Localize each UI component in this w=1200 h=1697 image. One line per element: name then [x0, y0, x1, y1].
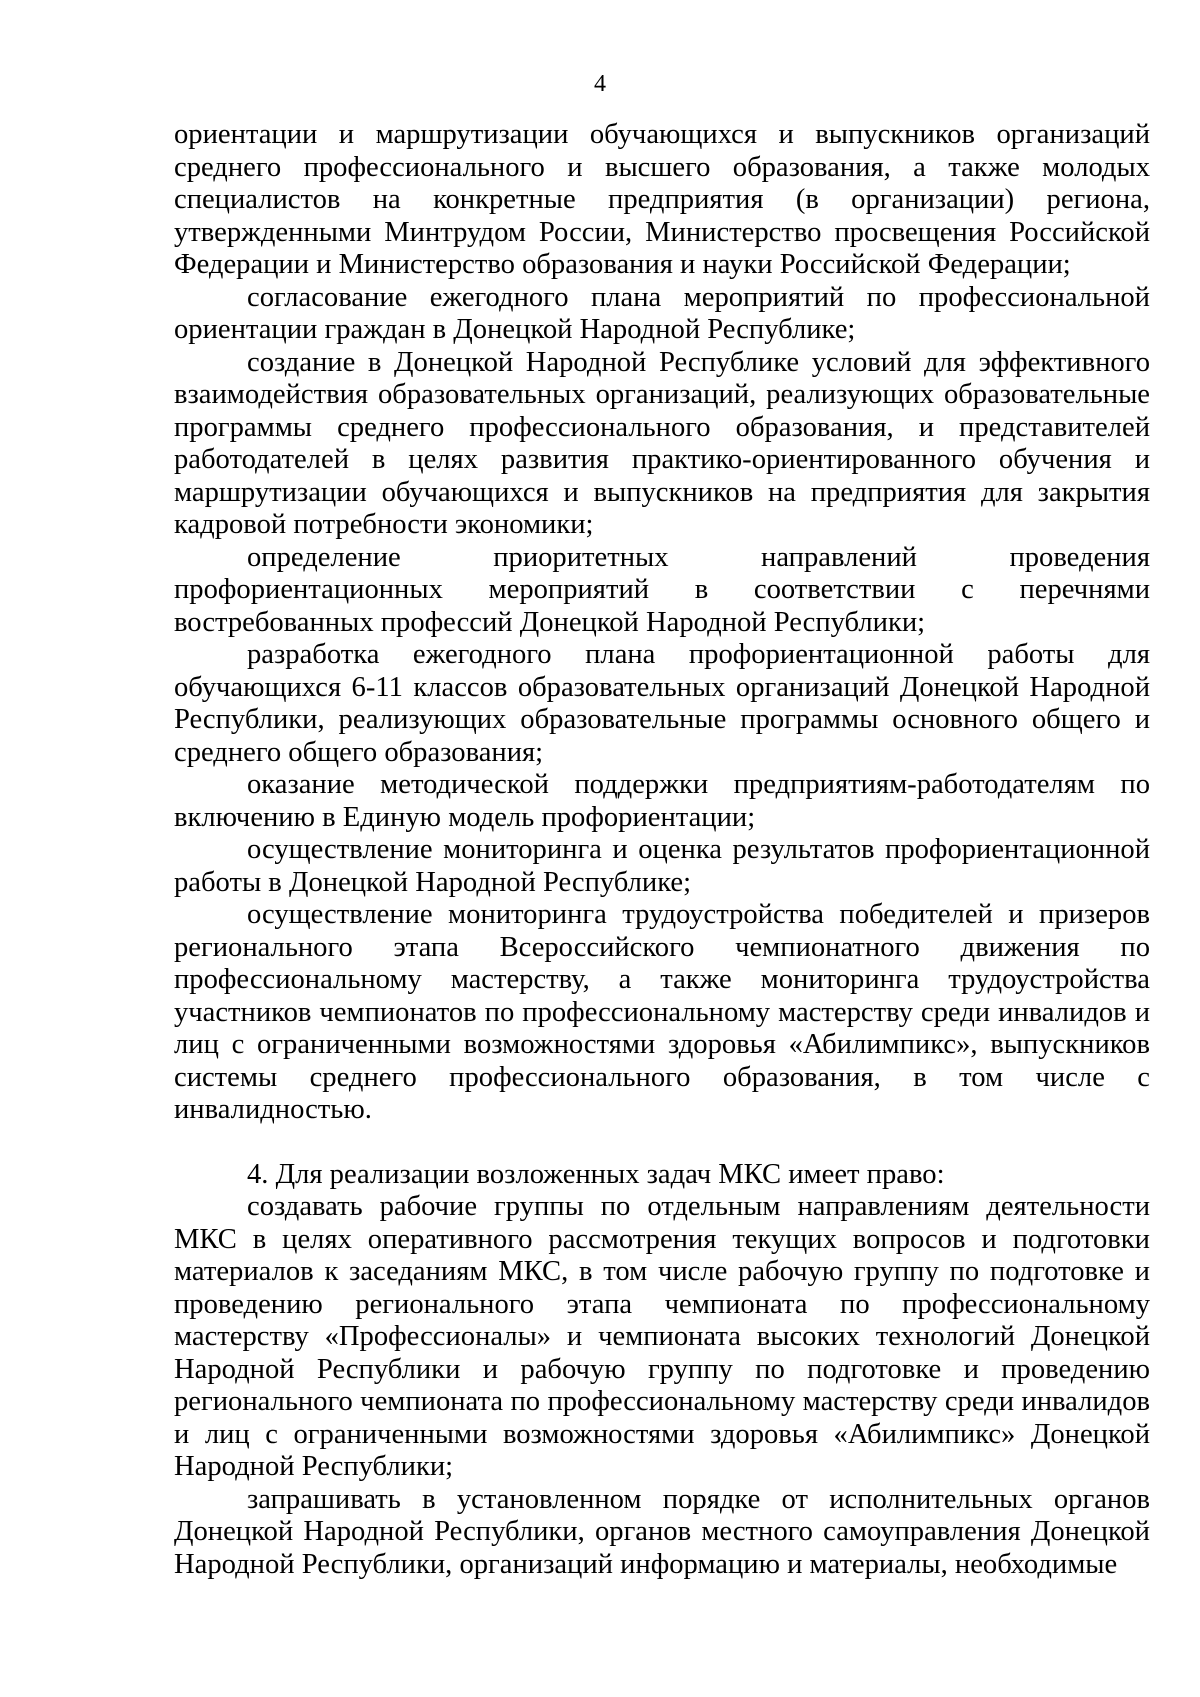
paragraph-employment-monitoring: осуществление мониторинга трудоустройства победителей и призеров регионального этапа Всероссийского чемпионатного движения по профессиональному мастерству, а также мониторинга трудоустройства участников чемпионатов по профессиональному мастерству среди инвалидов и лиц с ограниченными возможностями здоровья «Абилимпикс», выпускников системы среднего профессионального образования, в том числе с инвалидностью. — [174, 899, 1150, 1125]
section-4-heading: 4. Для реализации возложенных задач МКС имеет право: — [247, 1158, 945, 1190]
section-spacer — [174, 1127, 1150, 1159]
paragraph-working-groups: создавать рабочие группы по отдельным направлениям деятельности МКС в целях оперативного рассмотрения текущих вопросов и подготовки материалов к заседаниям МКС, в том числе рабочую группу по подготовке и проведению регионального этапа чемпионата по профессиональному мастерству «Профессионалы» и чемпионата высоких технологий Донецкой Народной Республики и рабочую группу по подготовке и проведению регионального чемпионата по профессиональному мастерству среди инвалидов и лиц с ограниченными возможностями здоровья «Абилимпикс» Донецкой Народной Республики; — [174, 1191, 1150, 1482]
paragraph-priority-directions: определение приоритетных направлений проведения профориентационных мероприятий в соответствии с перечнями востребованных профессий Донецкой Народной Республики; — [174, 541, 1150, 638]
paragraph-conditions: создание в Донецкой Народной Республике условий для эффективного взаимодействия образовательных организаций, реализующих образовательные программы среднего профессионального образования, и представителей работодателей в целях развития практико-ориентированного обучения и маршрутизации обучающихся и выпускников на предприятия для закрытия кадровой потребности экономики; — [174, 346, 1150, 540]
paragraph-continuation: ориентации и маршрутизации обучающихся и выпускников организаций среднего профессионального и высшего образования, а также молодых специалистов на конкретные предприятия (в организации) региона, утвержденными Минтрудом России, Министерство просвещения Российской Федерации и Министерство образования и науки Российской Федерации; — [174, 119, 1150, 280]
document-body — [174, 119, 1150, 1581]
paragraph-monitoring-results: осуществление мониторинга и оценка результатов профориентационной работы в Донецкой Народной Республике; — [174, 834, 1150, 898]
page-number: 4 — [594, 71, 606, 97]
paragraph-methodical-support: оказание методической поддержки предприятиям-работодателям по включению в Единую модель профориентации; — [174, 769, 1150, 833]
paragraph-annual-plan: разработка ежегодного плана профориентационной работы для обучающихся 6-11 классов образовательных организаций Донецкой Народной Республики, реализующих образовательные программы основного общего и среднего общего образования; — [174, 639, 1150, 768]
paragraph-plan-approval: согласование ежегодного плана мероприятий по профессиональной ориентации граждан в Донецкой Народной Республике; — [174, 281, 1150, 345]
paragraph-request-information: запрашивать в установленном порядке от исполнительных органов Донецкой Народной Республики, органов местного самоуправления Донецкой Народной Республики, организаций информацию и материалы, необходимые — [174, 1483, 1150, 1580]
